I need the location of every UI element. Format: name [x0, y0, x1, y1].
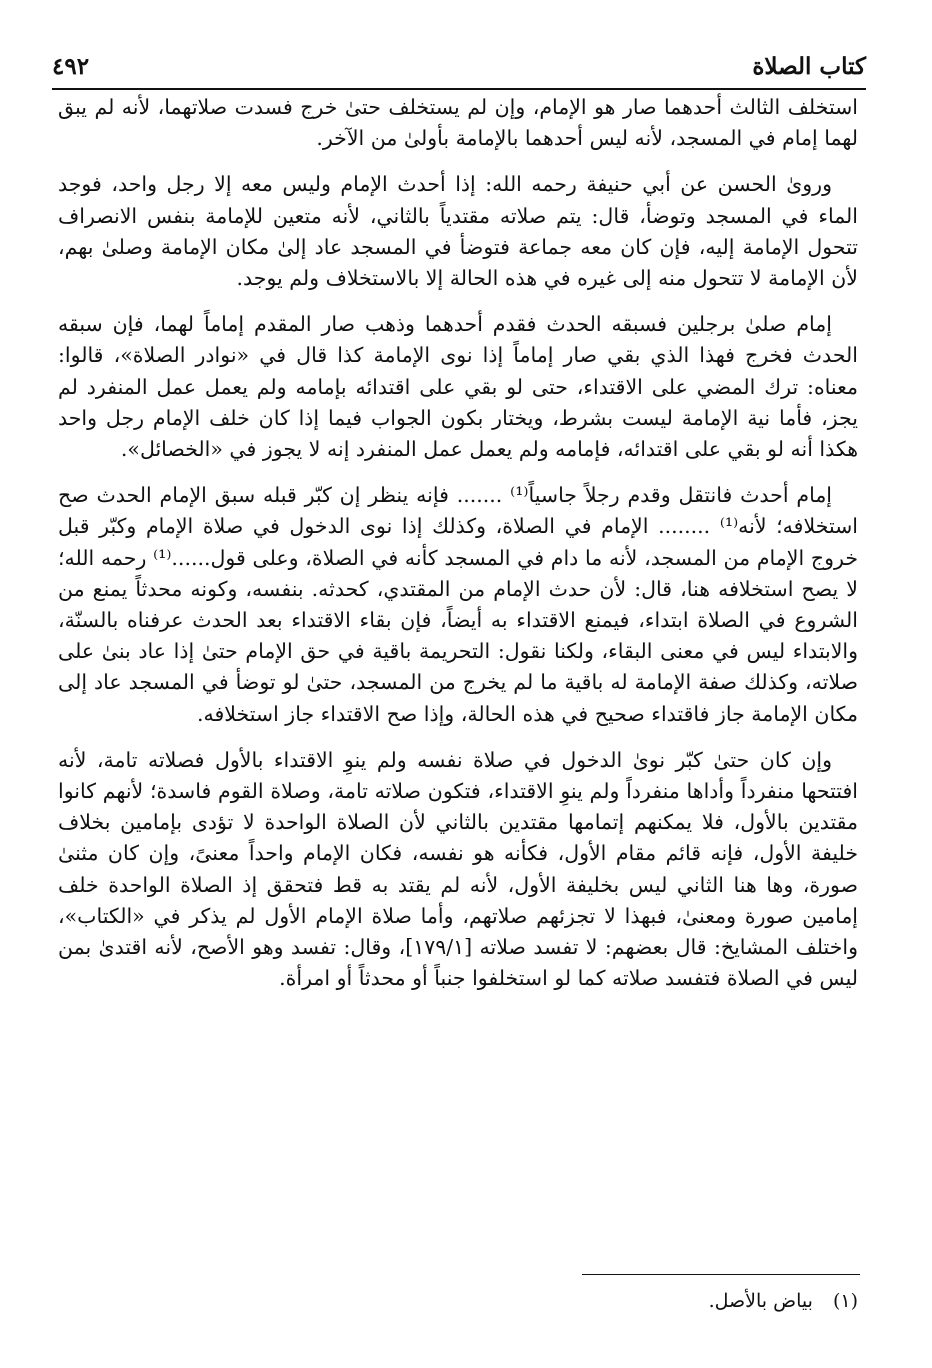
main-text	[58, 92, 858, 1009]
running-title: كتاب الصلاة	[752, 53, 866, 80]
paragraph: إمام صلىٰ برجلين فسبقه الحدث فقدم أحدهما وذهب صار المقدم إماماً لهما، فإن سبقه الحدث فخرج فهذا الذي بقي صار إماماً إذا نوى الإمامة كذا قال في «نوادر الصلاة»، قالوا: معناه: ترك المضي على الاقتداء، حتى لو بقي على اقتدائه بإمامه ولم يعمل عمل المنفرد لم يجز، فأما نية الإمامة ليست بشرط، ويختار بكون الجواب فيما إذا كان خلف الإمام رجل واحد هكذا أنه لو بقي على اقتدائه، فإمامه ولم يعمل عمل المنفرد إنه لا يجوز في «الخصائل».	[58, 312, 858, 462]
footnote-text: بياض بالأصل.	[708, 1290, 813, 1312]
footnote-number: (١)	[832, 1290, 858, 1312]
page-number: ٤٩٢	[52, 53, 90, 80]
footnote	[58, 1288, 858, 1314]
paragraph: إمام أحدث فانتقل وقدم رجلاً جاسياً⁽¹⁾ ....... فإنه ينظر إن كبّر قبله سبق الإمام الحدث صح استخلافه؛ لأنه⁽¹⁾ ........ الإمام في الصلاة، وكذلك إذا نوى الدخول في صلاة الإمام وكبّر قبل خروج الإمام من المسجد، لأنه ما دام في المسجد كأنه في الصلاة، وعلى قول......⁽¹⁾ رحمه الله؛ لا يصح استخلافه هنا، قال: لأن حدث الإمام من المقتدي، كحدثه. بنفسه، وكونه محدثاً يمنع من الشروع في الصلاة ابتداء، فيمنع الاقتداء به أيضاً، فإن بقاء الاقتداء بعد الحدث عرفناه بالسنّة، والابتداء ليس في معنى البقاء، ولكنا نقول: التحريمة باقية في حق الإمام حتىٰ إذا عاد بنىٰ على صلاته، وكذلك صفة الإمامة له باقية ما لم يخرج من المسجد، حتىٰ لو توضأ في المسجد عاد إلى مكان الإمامة جاز فاقتداء صحيح في هذه الحالة، وإذا صح الاقتداء جاز استخلافه.	[58, 483, 859, 726]
paragraph: وإن كان حتىٰ كبّر نوىٰ الدخول في صلاة نفسه ولم ينوِ الاقتداء بالأول فصلاته تامة، لأنه افتتحها منفرداً وأداها منفرداً ولم ينوِ الاقتداء، فتكون صلاته تامة، وصلاة القوم فاسدة؛ لأنهم كانوا مقتدين بالأول، فلا يمكنهم إتمامها مقتدين بالثاني لأن الصلاة الواحدة لا تؤدى بإمامين بخلاف خليفة الأول، فإنه قائم مقام الأول، فكأنه هو نفسه، فكان الإمام واحداً معنىً، وإن كان مثنىٰ صورة، وها هنا الثاني ليس بخليفة الأول، لأنه لم يقتد به قط فتحقق إذ الصلاة الواحدة خلف إمامين صورة ومعنىٰ، فبهذا لا تجزئهم صلاتهم، وأما صلاة الإمام الأول لم يذكر في «الكتاب»، واختلف المشايخ: قال بعضهم: لا تفسد صلاته [١٧٩/١]، وقال: تفسد وهو الأصح، لأنه اقتدىٰ بمن ليس في الصلاة فتفسد صلاته كما لو استخلفوا جنباً أو محدثاً أو امرأة.	[58, 747, 858, 991]
footnote-divider	[582, 1274, 860, 1275]
paragraph: ورویٰ الحسن عن أبي حنيفة رحمه الله: إذا أحدث الإمام وليس معه إلا رجل واحد، فوجد الماء في المسجد وتوضأ، قال: يتم صلاته مقتدياً بالثاني، لأنه متعين للإمامة بنفس الانصراف تتحول الإمامة إليه، فإن كان معه جماعة فتوضأ في المسجد عاد إلىٰ مكان الإمامة وصلىٰ بهم، لأن الإمامة لا تتحول منه إلى غيره في هذه الحالة إلا بالاستخلاف ولم يوجد.	[58, 172, 858, 291]
page-header	[52, 38, 866, 86]
header-divider	[52, 88, 866, 90]
paragraph: استخلف الثالث أحدهما صار هو الإمام، وإن لم يستخلف حتىٰ خرج فسدت صلاتهما، لأنه لم يبق لهما إمام في المسجد، لأنه ليس أحدهما بالإمامة بأولىٰ من الآخر.	[58, 95, 858, 151]
